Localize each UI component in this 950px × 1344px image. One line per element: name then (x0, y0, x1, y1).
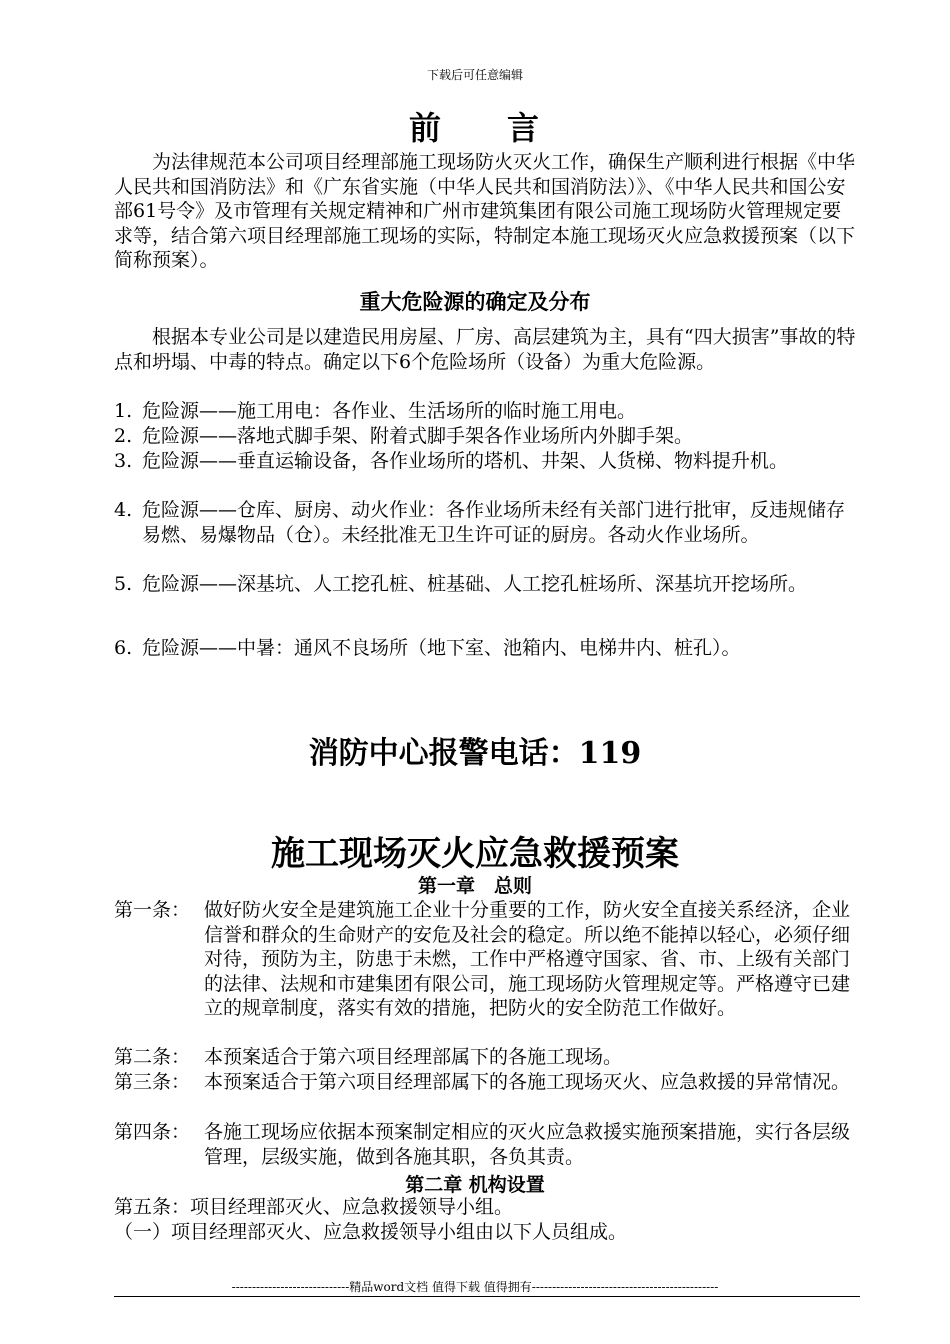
hazards-heading: 重大危险源的确定及分布 (359, 289, 591, 314)
hazard-item-number: 3. (114, 450, 133, 472)
header-note: 下载后可任意编辑 (426, 68, 523, 82)
hazard-item-number: 1. (114, 400, 133, 422)
hazard-item-number: 2. (114, 425, 133, 447)
alarm-phone-heading: 消防中心报警电话：119 (308, 736, 642, 771)
chapter2-heading: 第二章 机构设置 (405, 1174, 545, 1196)
article-3 (114, 1070, 860, 1095)
article-4 (114, 1120, 860, 1169)
article-text: 本预案适合于第六项目经理部属下的各施工现场。 (204, 1046, 623, 1068)
hazard-item-1 (114, 399, 860, 424)
article-text: 各施工现场应依据本预案制定相应的灭火应急救援实施预案措施，实行各层级管理，层级实施，做到各施其职，各负其责。 (204, 1121, 851, 1168)
hazard-item-2 (114, 424, 860, 449)
hazard-item-text: 危险源——中暑：通风不良场所（地下室、池箱内、电梯井内、桩孔）。 (142, 637, 741, 659)
preface-title-left: 前 (408, 109, 443, 147)
hazard-item-number: 4. (114, 499, 133, 521)
article-5: 第五条：项目经理部灭火、应急救援领导小组。 (114, 1196, 514, 1218)
hazard-item-number: 5. (114, 573, 133, 595)
hazard-item-5 (114, 572, 860, 597)
hazard-item-text: 危险源——深基坑、人工挖孔桩、桩基础、人工挖孔桩场所、深基坑开挖场所。 (142, 573, 808, 595)
hazard-item-number: 6. (114, 637, 133, 659)
preface-paragraph: 为法律规范本公司项目经理部施工现场防火灭火工作，确保生产顺利进行根据《中华人民共和国消防法》和《广东省实施（中华人民共和国消防法）》、《中华人民共和国公安部61号令》及市管理有关规定精神和广州市建筑集团有限公司施工现场防火管理规定要求等，结合第六项目经理部施工现场的实际，特制定本施工现场灭火应急救援预案（以下简称预案）。 (114, 151, 856, 271)
article-label: 第三条： (114, 1071, 191, 1093)
article-label: 第一条： (114, 899, 191, 921)
hazards-intro: 根据本专业公司是以建造民用房屋、厂房、高层建筑为主，具有“四大损害”事故的特点和坍塌、中毒的特点。确定以下6个危险场所（设备）为重大危险源。 (114, 326, 856, 373)
article-text: 本预案适合于第六项目经理部属下的各施工现场灭火、应急救援的异常情况。 (204, 1071, 851, 1093)
hazard-item-text: 危险源——施工用电：各作业、生活场所的临时施工用电。 (142, 400, 637, 422)
preface-title (0, 103, 950, 149)
article-label: 第四条： (114, 1121, 191, 1143)
subitem-1: （一）项目经理部灭火、应急救援领导小组由以下人员组成。 (114, 1221, 628, 1243)
hazard-item-text: 危险源——仓库、厨房、动火作业：各作业场所未经有关部门进行批审，反违规储存易燃、易爆物品（仓）。未经批准无卫生许可证的厨房。各动火作业场所。 (142, 499, 846, 546)
article-text: 做好防火安全是建筑施工企业十分重要的工作，防火安全直接关系经济，企业信誉和群众的生命财产的安危及社会的稳定。所以绝不能掉以轻心，必须仔细对待，预防为主，防患于未燃，工作中严格遵守国家、省、市、上级有关部门的法律、法规和市建集团有限公司，施工现场防火管理规定等。严格遵守已建立的规章制度，落实有效的措施，把防火的安全防范工作做好。 (204, 899, 851, 1019)
hazard-item-4 (114, 498, 860, 547)
plan-title: 施工现场灭火应急救援预案 (271, 834, 679, 874)
article-2 (114, 1045, 860, 1070)
footer-rule (114, 1296, 860, 1297)
hazard-item-text: 危险源——垂直运输设备，各作业场所的塔机、井架、人货梯、物料提升机。 (142, 450, 789, 472)
article-label: 第二条： (114, 1046, 191, 1068)
hazard-item-text: 危险源——落地式脚手架、附着式脚手架各作业场所内外脚手架。 (142, 425, 694, 447)
preface-title-right: 言 (507, 109, 542, 147)
footer-note: -----------------------------精品word文档 值得下载 值得拥有---------------------------------------------- (231, 1280, 719, 1294)
hazard-item-3 (114, 449, 860, 474)
chapter1-heading: 第一章 总则 (417, 875, 532, 897)
article-1 (114, 898, 860, 1021)
hazard-item-6 (114, 636, 860, 661)
